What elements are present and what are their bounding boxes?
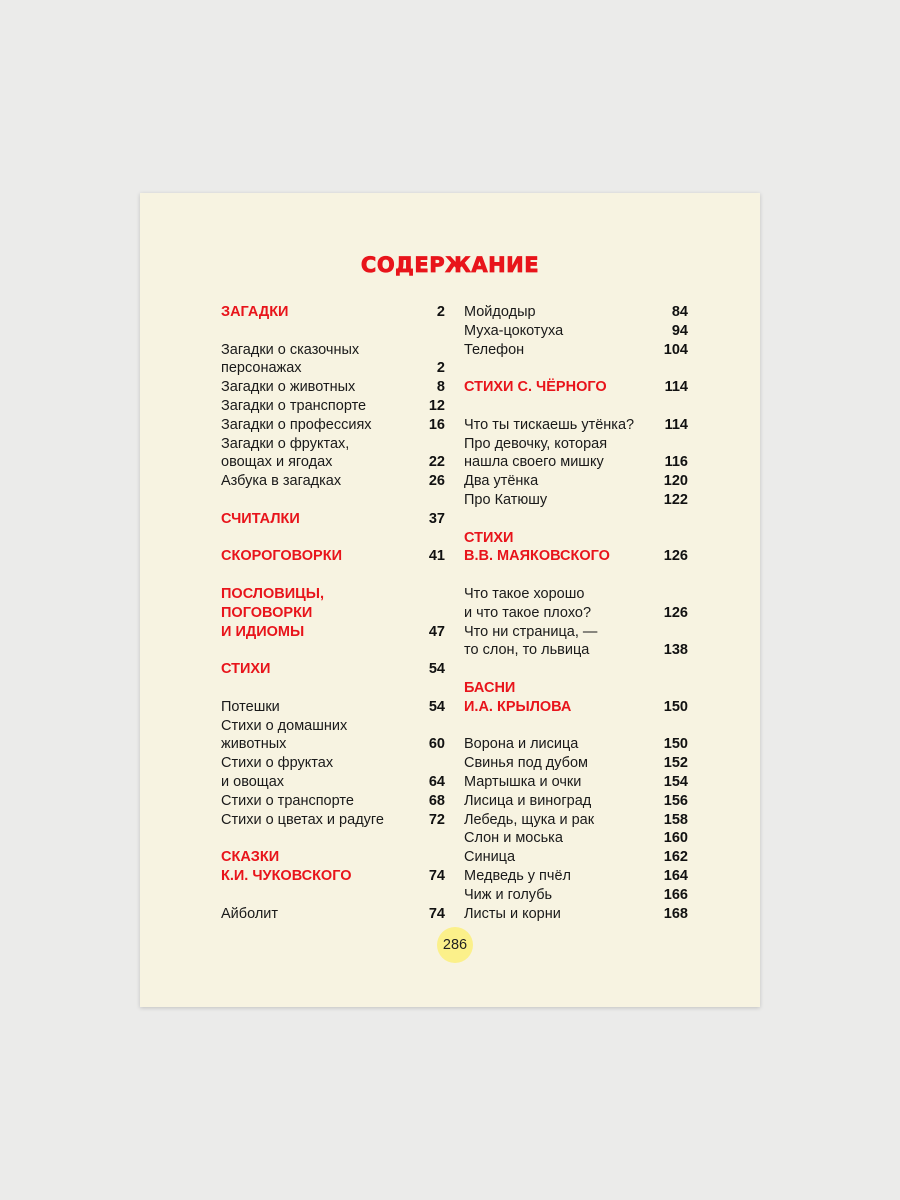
- toc-entry-title-line: персонажах: [221, 360, 302, 377]
- toc-entry-title-line: и что такое плохо?: [464, 604, 592, 621]
- toc-page-number: 60: [428, 736, 445, 753]
- toc-entry: [464, 472, 688, 491]
- toc-entry: [464, 886, 688, 905]
- toc-entry-title-line: Загадки о животных: [221, 379, 356, 396]
- toc-entry-title: [221, 660, 270, 679]
- toc-entry-title: [221, 510, 300, 529]
- toc-entry-title-line: Загадки о фруктах,: [221, 435, 350, 452]
- toc-entry-title: [221, 435, 349, 473]
- toc-entry: [464, 867, 688, 886]
- toc-page-number: 164: [663, 867, 688, 884]
- toc-page-number: 158: [663, 811, 688, 828]
- book-page: [140, 193, 760, 1007]
- toc-entry-title: [221, 472, 341, 491]
- toc-entry-title: [464, 773, 581, 792]
- toc-column-right: [464, 303, 688, 923]
- toc-entry-title: [221, 905, 278, 924]
- toc-entry-title: [221, 397, 366, 416]
- toc-entry-title-line: Листы и корни: [464, 905, 561, 922]
- toc-entry-title-line: и овощах: [221, 773, 285, 790]
- toc-entry: [464, 754, 688, 773]
- toc-entry-title-line: ПОГОВОРКИ: [221, 604, 313, 621]
- toc-entry-title-line: Ворона и лисица: [464, 736, 579, 753]
- toc-entry: [464, 491, 688, 510]
- toc-entry: [221, 397, 445, 416]
- toc-entry-title-line: БАСНИ: [464, 679, 516, 696]
- toc-entry-title-line: Айболит: [221, 905, 279, 922]
- toc-entry-title-line: овощах и ягодах: [221, 454, 333, 471]
- toc-entry-title: [464, 322, 563, 341]
- toc-entry: [221, 811, 445, 830]
- toc-entry-title-line: Потешки: [221, 698, 280, 715]
- toc-entry-title-line: СКАЗКИ: [221, 849, 280, 866]
- toc-entry: [464, 848, 688, 867]
- toc-page-number: 162: [663, 849, 688, 866]
- toc-section-heading: [221, 547, 445, 566]
- toc-entry-title: [464, 792, 591, 811]
- toc-page-number: 68: [428, 792, 445, 809]
- toc-entry-title: [221, 754, 333, 792]
- toc-entry-title: [221, 303, 288, 322]
- toc-entry-title-line: Про Катюшу: [464, 491, 548, 508]
- toc-page-number: 160: [663, 830, 688, 847]
- toc-entry-title-line: Лисица и виноград: [464, 792, 592, 809]
- toc-entry-title-line: Загадки о профессиях: [221, 416, 372, 433]
- toc-entry-title: [464, 905, 561, 924]
- toc-entry-title-line: нашла своего мишку: [464, 454, 604, 471]
- toc-page-number: 122: [663, 491, 688, 508]
- toc-entry-title: [221, 341, 359, 379]
- toc-entry-title: [464, 867, 571, 886]
- toc-entry-title-line: Стихи о транспорте: [221, 792, 354, 809]
- page-number-badge: 286: [437, 927, 473, 963]
- toc-page-number: 2: [436, 304, 445, 320]
- toc-section-heading: [221, 660, 445, 679]
- toc-entry: [221, 416, 445, 435]
- toc-page-number: 47: [428, 623, 445, 640]
- toc-page-number: 74: [428, 905, 445, 922]
- toc-entry-title-line: СТИХИ: [221, 661, 271, 678]
- toc-entry-title: [464, 472, 538, 491]
- toc-entry-title-line: В.В. МАЯКОВСКОГО: [464, 548, 610, 565]
- toc-entry: [464, 905, 688, 924]
- toc-entry-title-line: Свинья под дубом: [464, 755, 589, 772]
- toc-page-number: 114: [664, 379, 688, 396]
- toc-entry-title-line: СТИХИ С. ЧЁРНОГО: [464, 379, 607, 396]
- toc-entry: [464, 792, 688, 811]
- toc-entry: [221, 472, 445, 491]
- toc-entry-title-line: Мойдодыр: [464, 304, 536, 320]
- toc-page-number: 72: [428, 811, 445, 828]
- toc-page-number: 64: [428, 773, 445, 790]
- toc-entry-title: [464, 416, 634, 435]
- toc-entry-title: [221, 811, 384, 830]
- toc-entry-title-line: СЧИТАЛКИ: [221, 510, 300, 527]
- toc-entry-title-line: Стихи о фруктах: [221, 755, 334, 772]
- toc-page-number: 41: [428, 548, 445, 565]
- toc-page-number: 8: [436, 379, 445, 396]
- toc-entry: [464, 303, 688, 322]
- toc-entry-title-line: Что ни страница, —: [464, 623, 598, 640]
- toc-entry-title: [464, 491, 547, 510]
- toc-entry: [221, 341, 445, 379]
- toc-page-number: 54: [428, 661, 445, 678]
- toc-entry-title-line: Что ты тискаешь утёнка?: [464, 416, 635, 433]
- toc-entry-title-line: животных: [221, 736, 287, 753]
- toc-entry: [221, 435, 445, 473]
- toc-entry: [464, 341, 688, 360]
- toc-entry-title-line: Загадки о сказочных: [221, 341, 360, 358]
- toc-entry-title-line: Лебедь, щука и рак: [464, 811, 595, 828]
- toc-entry-title-line: Мартышка и очки: [464, 773, 582, 790]
- toc-section-heading: [221, 510, 445, 529]
- toc-entry-title-line: Телефон: [464, 341, 525, 358]
- toc-entry-title-line: ЗАГАДКИ: [221, 304, 289, 320]
- toc-entry: [221, 378, 445, 397]
- toc-entry: [464, 829, 688, 848]
- toc-entry-title: [464, 303, 536, 322]
- toc-page-number: 138: [663, 642, 688, 659]
- toc-page-number: 126: [663, 604, 688, 621]
- toc-entry-title: [464, 585, 591, 623]
- toc-entry-title-line: Азбука в загадках: [221, 473, 342, 490]
- toc-page-number: 156: [663, 792, 688, 809]
- toc-entry-title-line: Медведь у пчёл: [464, 867, 571, 884]
- toc-page-number: 168: [663, 905, 688, 922]
- toc-entry-title: [221, 792, 354, 811]
- toc-entry: [221, 792, 445, 811]
- toc-entry-title: [464, 378, 607, 397]
- toc-page-number: 74: [428, 867, 445, 884]
- toc-entry: [464, 773, 688, 792]
- toc-entry-title-line: Чиж и голубь: [464, 886, 553, 903]
- toc-entry-title-line: Слон и моська: [464, 830, 563, 847]
- toc-page-number: 120: [663, 473, 688, 490]
- toc-entry-title-line: ПОСЛОВИЦЫ,: [221, 585, 324, 602]
- toc-entry-title-line: Стихи о цветах и радуге: [221, 811, 384, 828]
- toc-entry-title: [464, 435, 607, 473]
- toc-section-heading: [464, 679, 688, 717]
- page-title: СОДЕРЖАНИЕ: [360, 253, 540, 277]
- toc-entry-title: [464, 735, 578, 754]
- toc-page-number: 104: [663, 341, 688, 358]
- toc-page-number: 37: [428, 510, 445, 527]
- toc-entry-title-line: СКОРОГОВОРКИ: [221, 548, 342, 565]
- toc-entry-title-line: Муха-цокотуха: [464, 322, 564, 339]
- toc-section-heading: [464, 529, 688, 567]
- toc-entry-title-line: И ИДИОМЫ: [221, 623, 305, 640]
- toc-entry: [464, 416, 688, 435]
- toc-entry-title-line: Загадки о транспорте: [221, 397, 367, 414]
- toc-entry-title: [464, 754, 588, 773]
- toc-entry-title-line: Два утёнка: [464, 473, 539, 490]
- toc-entry-title: [221, 416, 372, 435]
- toc-page-number: 116: [664, 454, 688, 471]
- toc-section-heading: [221, 848, 445, 886]
- toc-page-number: 54: [428, 698, 445, 715]
- toc-page-number: 16: [428, 416, 445, 433]
- toc-entry-title: [221, 717, 347, 755]
- toc-page-number: 166: [663, 886, 688, 903]
- toc-page-number: 26: [428, 473, 445, 490]
- toc-page-number: 2: [436, 360, 445, 377]
- toc-page-number: 84: [671, 304, 688, 320]
- toc-entry-title: [221, 378, 355, 397]
- toc-entry-title-line: Синица: [464, 849, 516, 866]
- toc-entry: [464, 735, 688, 754]
- toc-entry-title: [464, 829, 563, 848]
- toc-entry-title: [221, 848, 352, 886]
- toc-entry: [464, 322, 688, 341]
- toc-page-number: 154: [663, 773, 688, 790]
- toc-page-number: 94: [671, 322, 688, 339]
- toc-entry-title-line: СТИХИ: [464, 529, 514, 546]
- toc-entry-title: [464, 679, 571, 717]
- toc-page-number: 12: [428, 397, 445, 414]
- toc-entry-title: [221, 698, 280, 717]
- toc-section-heading: [464, 378, 688, 397]
- toc-entry-title: [221, 547, 342, 566]
- toc-entry-title-line: И.А. КРЫЛОВА: [464, 698, 572, 715]
- toc-entry-title: [464, 886, 552, 905]
- toc-entry: [464, 435, 688, 473]
- toc-entry: [464, 623, 688, 661]
- toc-entry: [221, 754, 445, 792]
- toc-entry-title-line: то слон, то львица: [464, 642, 590, 659]
- toc-page-number: 150: [663, 698, 688, 715]
- toc-entry-title: [464, 623, 597, 661]
- toc-entry-title-line: К.И. ЧУКОВСКОГО: [221, 867, 352, 884]
- toc-section-heading: [221, 585, 445, 641]
- toc-entry-title-line: Что такое хорошо: [464, 585, 585, 602]
- toc-section-heading: [221, 303, 445, 322]
- toc-page-number: 22: [428, 454, 445, 471]
- toc-page-number: 150: [663, 736, 688, 753]
- toc-entry-title: [464, 341, 524, 360]
- toc-entry-title: [464, 848, 515, 867]
- toc-page-number: 114: [664, 416, 688, 433]
- toc-page-number: 152: [663, 755, 688, 772]
- toc-entry-title: [464, 529, 610, 567]
- toc-entry-title: [221, 585, 324, 641]
- toc-column-left: [221, 303, 445, 923]
- toc-entry: [221, 905, 445, 924]
- toc-page-number: 126: [663, 548, 688, 565]
- toc-entry-title: [464, 811, 594, 830]
- toc-entry-title-line: Стихи о домашних: [221, 717, 348, 734]
- toc-entry: [221, 717, 445, 755]
- toc-entry-title-line: Про девочку, которая: [464, 435, 608, 452]
- toc-entry: [221, 698, 445, 717]
- toc-entry: [464, 585, 688, 623]
- toc-entry: [464, 811, 688, 830]
